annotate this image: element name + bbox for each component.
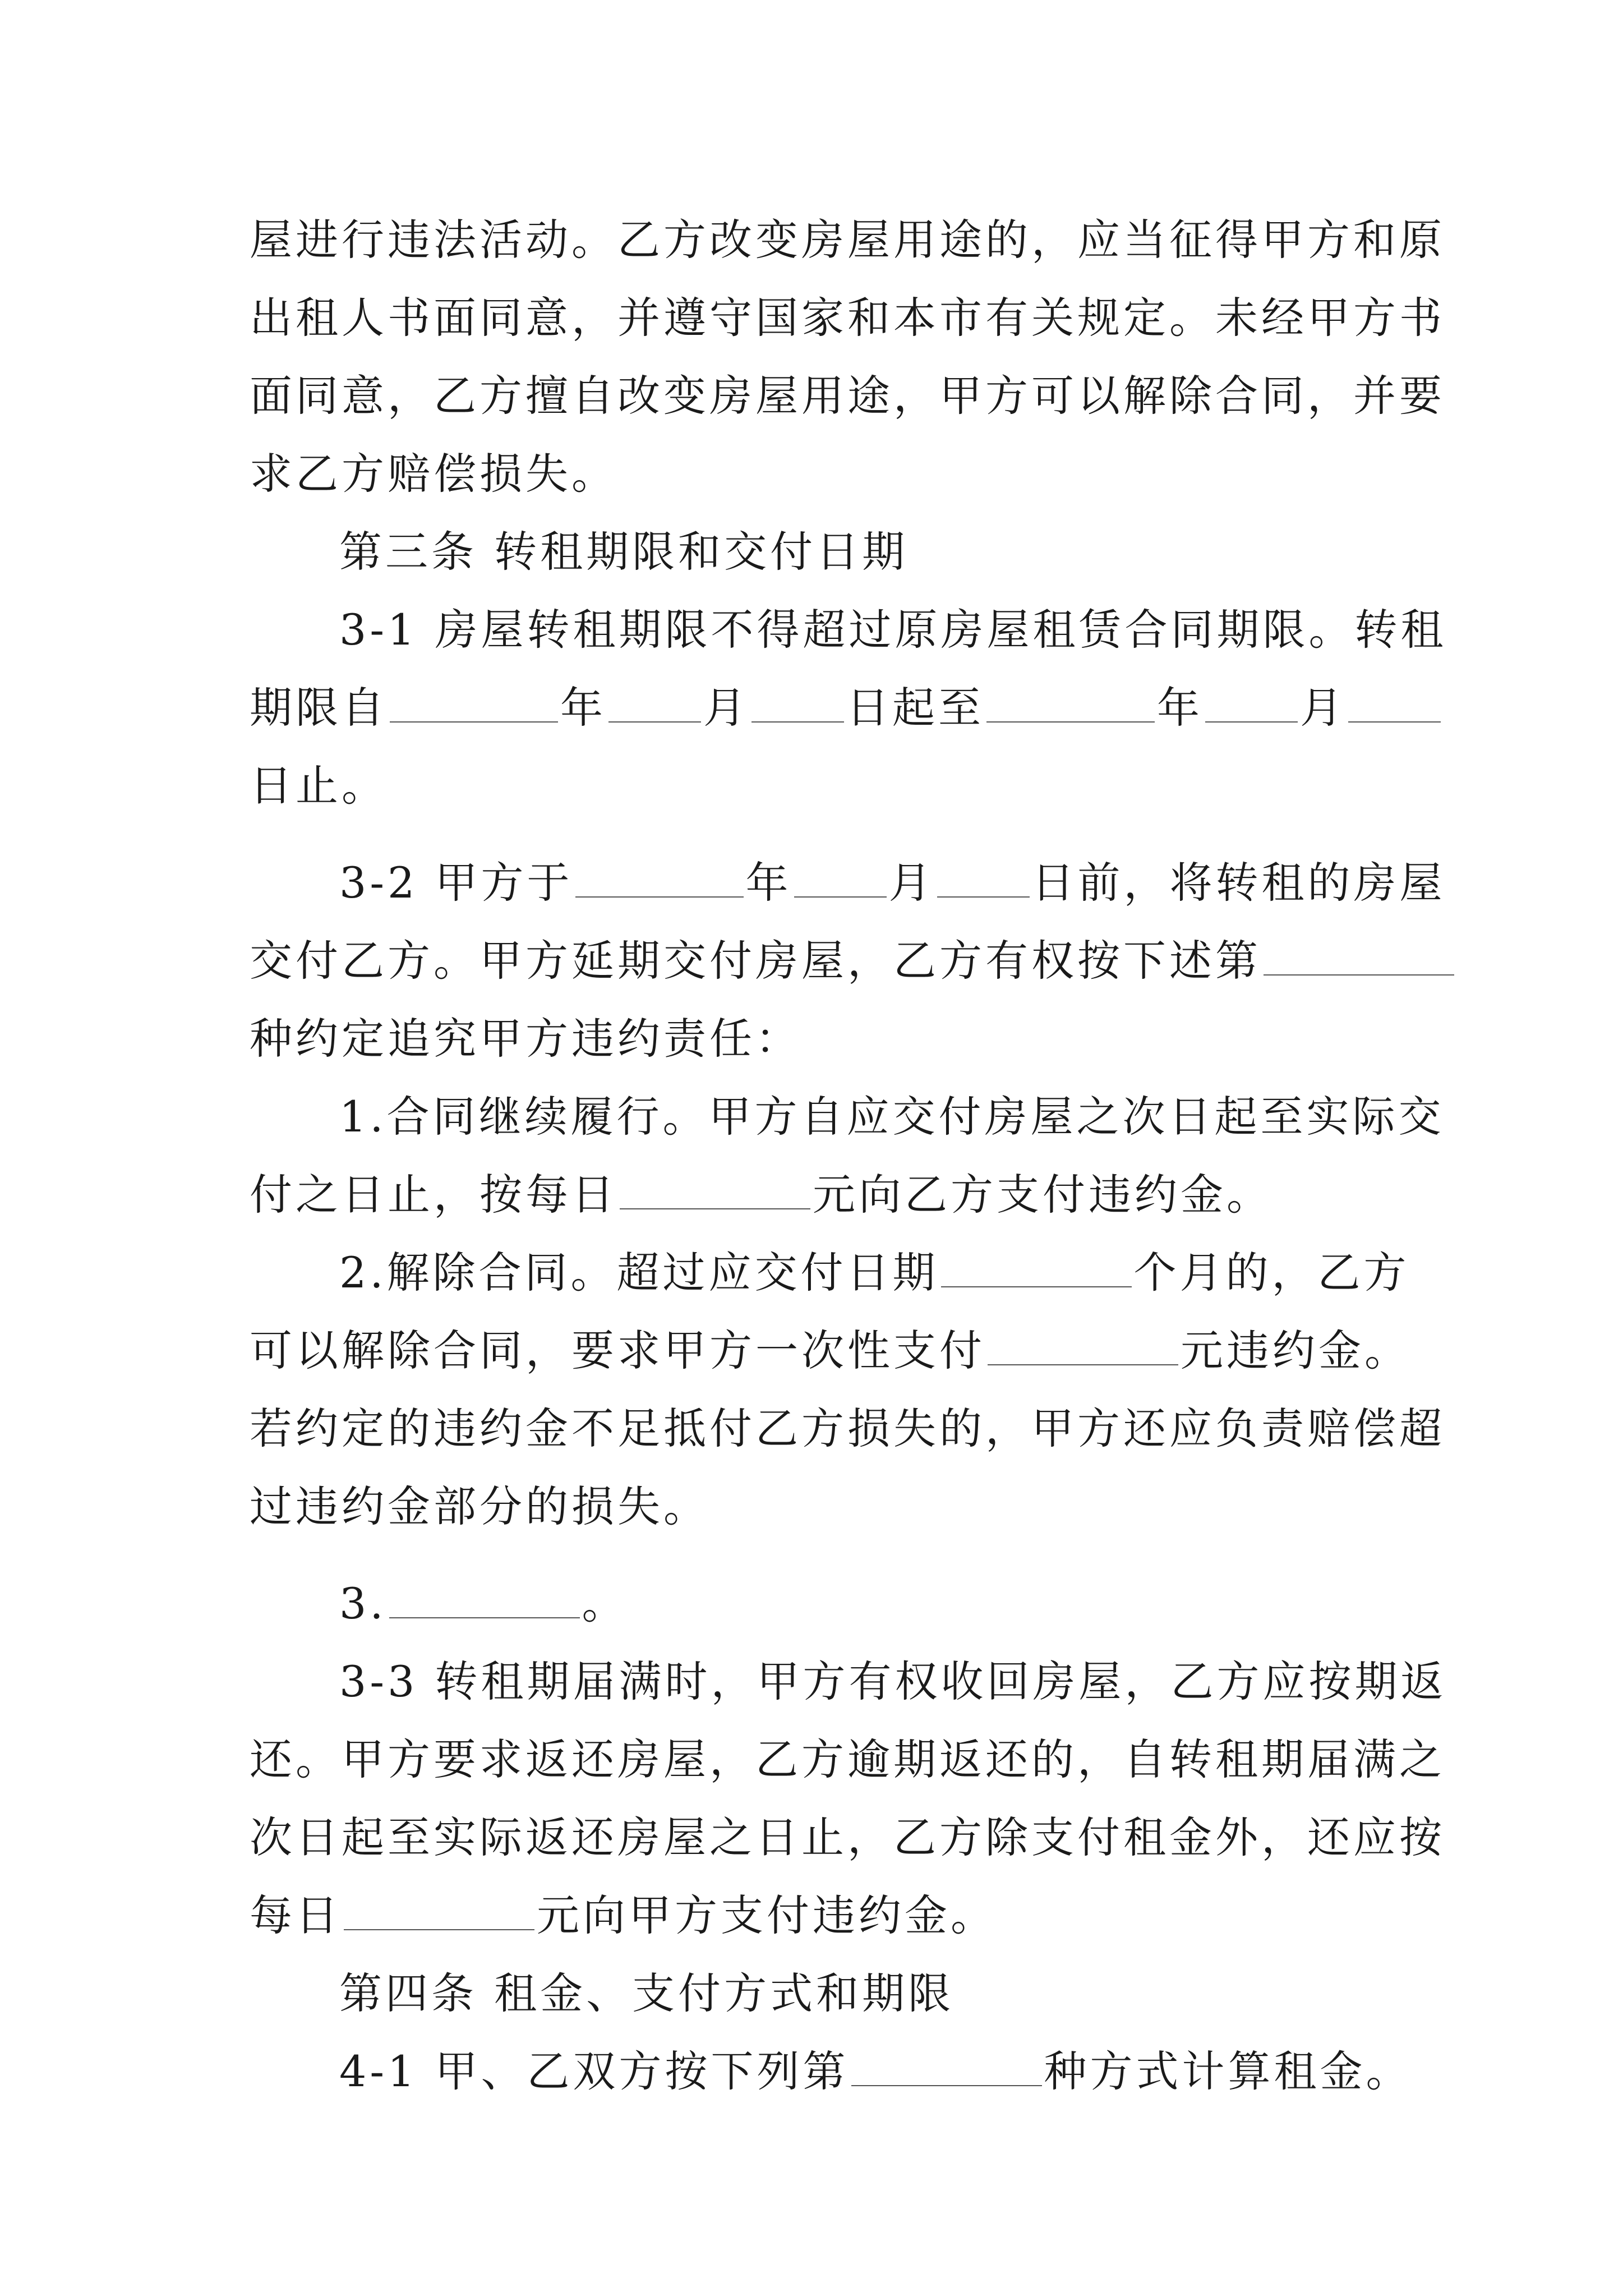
option2-line2 [250, 1312, 1410, 1389]
para1-line4: 求乙方赔偿损失。 [250, 449, 617, 499]
months-blank [941, 1254, 1132, 1287]
rent-method-blank [851, 2053, 1042, 2086]
clause-4-1-text: 4-1 甲、乙双方按下列第 [339, 2046, 849, 2096]
clause-3-1-line3: 日止。 [250, 761, 388, 811]
clause-3-2-line3: 种约定追究甲方违约责任： [250, 1014, 801, 1064]
option1-line2 [250, 1156, 1388, 1234]
year-label: 年 [745, 858, 792, 908]
option3-line [250, 1565, 1388, 1642]
para1-line3: 面同意，乙方擅自改变房屋用途，甲方可以解除合同，并要 [250, 371, 1445, 421]
article4-heading: 第四条 租金、支付方式和期限 [339, 1968, 955, 2018]
start-day-blank [751, 689, 844, 723]
para1-line2: 出租人书面同意，并遵守国家和本市有关规定。未经甲方书 [250, 293, 1445, 343]
para1-line1: 屋进行违法活动。乙方改变房屋用途的，应当征得甲方和原 [250, 215, 1445, 265]
clause-3-3-text-tail: 元向甲方支付违约金。 [537, 1890, 997, 1940]
year-label: 年 [560, 683, 606, 733]
clause-3-2-text: 交付乙方。甲方延期交付房屋，乙方有权按下述第 [250, 936, 1261, 986]
month-label: 月 [888, 858, 935, 908]
document-body [250, 201, 1447, 2110]
option2-line3: 若约定的违约金不足抵付乙方损失的，甲方还应负责赔偿超 [250, 1404, 1445, 1453]
option3-period: 。 [582, 1579, 628, 1628]
end-year-blank [986, 689, 1155, 723]
year-label: 年 [1157, 683, 1203, 733]
start-year-blank [390, 689, 558, 723]
option2-text: 2.解除合同。超过应交付日期 [339, 1248, 939, 1297]
daily-penalty-blank [620, 1176, 810, 1209]
option1-line1: 1.合同继续履行。甲方自应交付房屋之次日起至实际交 [339, 1092, 1445, 1142]
option3-number: 3. [339, 1579, 387, 1628]
option2-text-tail: 个月的，乙方 [1133, 1248, 1410, 1297]
lump-sum-blank [988, 1332, 1178, 1365]
day-label: 日起至 [846, 683, 984, 733]
clause-3-2-text-tail: 日前，将转租的房屋 [1031, 858, 1446, 908]
clause-3-3-line4 [250, 1876, 1388, 1954]
option1-text: 付之日止，按每日 [250, 1170, 617, 1220]
overdue-penalty-blank [344, 1897, 534, 1930]
clause-3-1-text: 期限自 [250, 683, 388, 733]
clause-3-2-line1 [250, 844, 1446, 922]
clause-3-1-line2 [250, 669, 1388, 747]
end-month-blank [1205, 689, 1298, 723]
other-option-blank [389, 1585, 580, 1618]
delivery-year-blank [575, 864, 744, 898]
clause-4-1-text-tail: 种方式计算租金。 [1044, 2046, 1412, 2096]
start-month-blank [608, 689, 701, 723]
clause-3-2-text: 3-2 甲方于 [339, 858, 573, 908]
clause-3-3-line3: 次日起至实际返还房屋之日止，乙方除支付租金外，还应按 [250, 1812, 1445, 1862]
delivery-day-blank [937, 864, 1030, 898]
clause-3-3-text: 每日 [250, 1890, 342, 1940]
article3-heading: 第三条 转租期限和交付日期 [339, 527, 909, 577]
clause-3-3-line1: 3-3 转租期届满时，甲方有权收回房屋，乙方应按期返 [339, 1657, 1447, 1706]
end-day-blank [1348, 689, 1441, 723]
option2-line1 [250, 1234, 1410, 1312]
option-number-blank [1264, 942, 1454, 976]
clause-3-1-line1: 3-1 房屋转租期限不得超过原房屋租赁合同期限。转租 [339, 605, 1447, 655]
option2-text: 可以解除合同，要求甲方一次性支付 [250, 1326, 985, 1375]
clause-3-2-line2 [250, 922, 1388, 1000]
option2-line4: 过违约金部分的损失。 [250, 1481, 709, 1531]
option1-text-tail: 元向乙方支付违约金。 [813, 1170, 1272, 1220]
month-label: 月 [1300, 683, 1346, 733]
delivery-month-blank [794, 864, 887, 898]
clause-3-3-line2: 还。甲方要求返还房屋，乙方逾期返还的，自转租期届满之 [250, 1734, 1445, 1784]
option2-text-tail: 元违约金。 [1181, 1326, 1410, 1375]
clause-4-1-line [250, 2032, 1412, 2110]
month-label: 月 [703, 683, 749, 733]
